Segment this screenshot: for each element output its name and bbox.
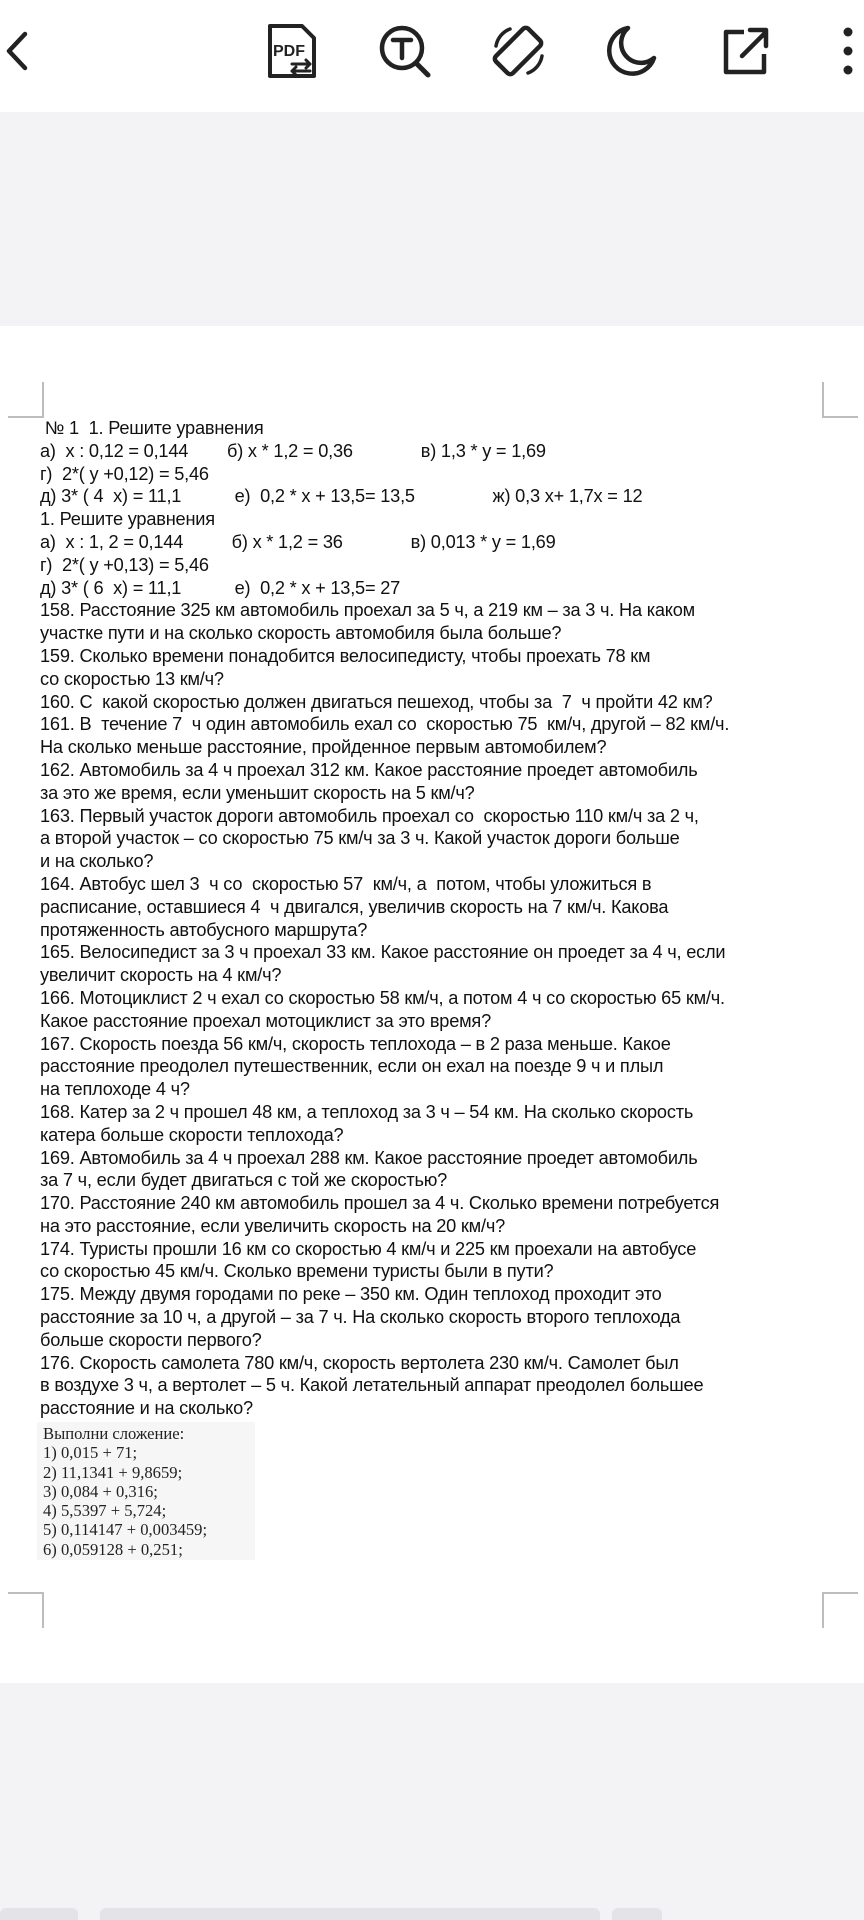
text-line: 167. Скорость поезда 56 км/ч, скорость теплохода – в 2 раза меньше. Какое: [40, 1033, 671, 1054]
text-line: 160. С какой скоростью должен двигаться пешеход, чтобы за 7 ч пройти 42 км?: [40, 691, 713, 712]
text-line: на теплоходе 4 ч?: [40, 1079, 190, 1100]
text-line: г) 2*( у +0,12) = 5,46: [40, 463, 209, 484]
back-arrow-icon[interactable]: [0, 20, 58, 82]
rotate-screen-icon[interactable]: [488, 20, 550, 82]
text-line: № 1 1. Решите уравнения: [40, 418, 264, 438]
text-search-icon[interactable]: [374, 20, 436, 82]
text-line: 176. Скорость самолета 780 км/ч, скорость вертолета 230 км/ч. Самолет был: [40, 1352, 679, 1373]
text-line: расписание, оставшиеся 4 ч двигался, увеличив скорость на 7 км/ч. Какова: [40, 896, 669, 917]
exercise-item: 1) 0,015 + 71;: [43, 1443, 138, 1463]
viewer-background-top: [0, 112, 864, 326]
pdf-convert-icon[interactable]: [262, 20, 324, 82]
text-line: за это же время, если уменьшит скорость на 5 км/ч?: [40, 782, 475, 803]
viewer-toolbar: [0, 0, 864, 112]
crop-mark-bottom-right: [822, 1592, 858, 1628]
text-line: а) х : 1, 2 = 0,144 б) х * 1,2 = 36 в) 0,013 * у = 1,69: [40, 531, 556, 552]
text-line: в воздухе 3 ч, а вертолет – 5 ч. Какой летательный аппарат преодолел большее: [40, 1375, 704, 1396]
exercise-item: 4) 5,5397 + 5,724;: [43, 1501, 167, 1521]
text-line: на это расстояние, если увеличить скорость на 20 км/ч?: [40, 1215, 506, 1236]
more-vertical-icon[interactable]: [818, 20, 858, 82]
text-line: протяженность автобусного маршрута?: [40, 919, 368, 940]
bottom-tab[interactable]: [100, 1908, 600, 1920]
text-line: больше скорости первого?: [40, 1329, 262, 1350]
text-line: 164. Автобус шел 3 ч со скоростью 57 км/ч, а потом, чтобы уложиться в: [40, 873, 652, 894]
text-line: а второй участок – со скоростью 75 км/ч за 3 ч. Какой участок дороги больше: [40, 828, 680, 849]
text-line: со скоростью 45 км/ч. Сколько времени туристы были в пути?: [40, 1261, 554, 1282]
document-text: [40, 417, 830, 1420]
exercise-image: [37, 1422, 255, 1560]
share-external-icon[interactable]: [714, 20, 776, 82]
text-line: д) 3* ( 4 х) = 11,1 е) 0,2 * х + 13,5= 13,5 ж) 0,3 х+ 1,7х = 12: [40, 486, 643, 507]
text-line: увеличит скорость на 4 км/ч?: [40, 965, 282, 986]
exercise-item: 3) 0,084 + 0,316;: [43, 1481, 158, 1501]
pdf-page[interactable]: [0, 326, 864, 1683]
text-line: за 7 ч, если будет двигаться с той же скоростью?: [40, 1170, 448, 1191]
text-line: Какое расстояние проехал мотоциклист за это время?: [40, 1010, 491, 1031]
text-line: 165. Велосипедист за 3 ч проехал 33 км. Какое расстояние он проедет за 4 ч, если: [40, 942, 726, 963]
bottom-tab[interactable]: [0, 1908, 78, 1920]
text-line: со скоростью 13 км/ч?: [40, 668, 224, 689]
text-line: 158. Расстояние 325 км автомобиль проехал за 5 ч, а 219 км – за 3 ч. На каком: [40, 600, 695, 621]
text-line: катера больше скорости теплохода?: [40, 1124, 344, 1145]
text-line: 1. Решите уравнения: [40, 509, 215, 530]
text-line: 174. Туристы прошли 16 км со скоростью 4 км/ч и 225 км проехали на автобусе: [40, 1238, 697, 1259]
pdf-label: PDF: [273, 43, 305, 60]
exercise-title: Выполни сложение:: [43, 1424, 185, 1443]
text-line: д) 3* ( 6 х) = 11,1 е) 0,2 * х + 13,5= 27: [40, 577, 401, 598]
text-line: 166. Мотоциклист 2 ч ехал со скоростью 58 км/ч, а потом 4 ч со скоростью 65 км/ч.: [40, 987, 725, 1008]
exercise-item: 2) 11,1341 + 9,8659;: [43, 1462, 183, 1482]
text-line: 168. Катер за 2 ч прошел 48 км, а теплоход за 3 ч – 54 км. На сколько скорость: [40, 1101, 694, 1122]
text-line: 162. Автомобиль за 4 ч проехал 312 км. Какое расстояние проедет автомобиль: [40, 759, 698, 780]
night-mode-icon[interactable]: [600, 20, 662, 82]
text-line: а) х : 0,12 = 0,144 б) х * 1,2 = 0,36 в) 1,3 * у = 1,69: [40, 440, 546, 461]
text-line: участке пути и на сколько скорость автомобиля была больше?: [40, 623, 562, 644]
text-line: 161. В течение 7 ч один автомобиль ехал со скоростью 75 км/ч, другой – 82 км/ч.: [40, 714, 730, 735]
text-line: 175. Между двумя городами по реке – 350 км. Один теплоход проходит это: [40, 1284, 662, 1305]
text-line: 169. Автомобиль за 4 ч проехал 288 км. Какое расстояние проедет автомобиль: [40, 1147, 698, 1168]
text-line: г) 2*( у +0,13) = 5,46: [40, 554, 209, 575]
bottom-tab-strip: [0, 1908, 864, 1920]
exercise-item: 5) 0,114147 + 0,003459;: [43, 1520, 208, 1540]
exercise-items: [43, 1443, 255, 1559]
text-line: 159. Сколько времени понадобится велосипедисту, чтобы проехать 78 км: [40, 645, 651, 666]
text-line: На сколько меньше расстояние, пройденное первым автомобилем?: [40, 737, 607, 758]
text-line: 163. Первый участок дороги автомобиль проехал со скоростью 110 км/ч за 2 ч,: [40, 805, 699, 826]
crop-mark-top-left: [8, 382, 44, 418]
viewer-background-bottom: [0, 1683, 864, 1920]
text-line: расстояние за 10 ч, а другой – за 7 ч. На сколько скорость второго теплохода: [40, 1307, 681, 1328]
exercise-item: 6) 0,059128 + 0,251;: [43, 1539, 183, 1559]
text-line: и на сколько?: [40, 851, 154, 872]
text-line: расстояние преодолел путешественник, если он ехал на поезде 9 ч и плыл: [40, 1056, 664, 1077]
text-line: расстояние и на сколько?: [40, 1398, 253, 1419]
bottom-tab[interactable]: [612, 1908, 662, 1920]
text-line: 170. Расстояние 240 км автомобиль прошел за 4 ч. Сколько времени потребуется: [40, 1193, 720, 1214]
crop-mark-bottom-left: [8, 1592, 44, 1628]
crop-mark-top-right: [822, 382, 858, 418]
